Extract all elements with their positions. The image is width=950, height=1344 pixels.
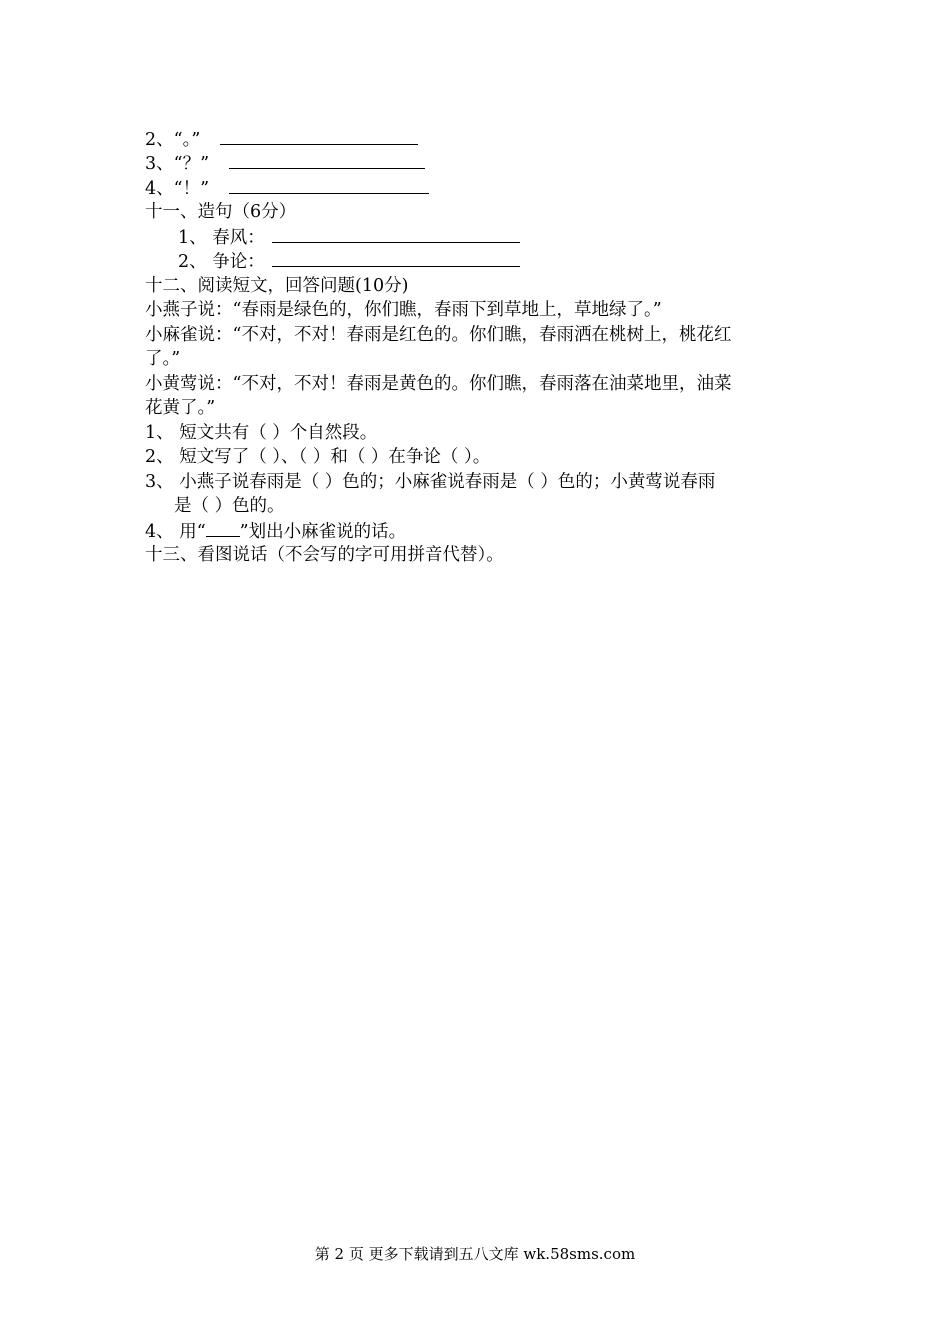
question-2: 2、 短文写了（ ）、（ ）和（ ）在争论（ ）。 xyxy=(145,447,491,467)
passage-paragraph-2: 小麻雀说：“不对，不对！春雨是红色的。你们瞧，春雨洒在桃树上，桃花红 xyxy=(145,325,732,345)
fill-item-3 xyxy=(145,151,425,176)
page-footer: 第 2 页 更多下载请到五八文库 wk.58sms.com xyxy=(314,1245,636,1263)
passage-paragraph-3-cont: 花黄了。” xyxy=(145,398,216,418)
sentence-item-1-label: 1、 春风： xyxy=(178,228,265,248)
question-4 xyxy=(145,519,406,544)
answer-blank xyxy=(229,176,429,194)
sentence-item-2 xyxy=(178,249,520,274)
answer-blank xyxy=(272,225,520,243)
question-1: 1、 短文共有（ ）个自然段。 xyxy=(145,423,378,443)
question-4-suffix: ”划出小麻雀说的话。 xyxy=(239,522,407,542)
fill-item-2 xyxy=(145,127,418,152)
section-11-title: 十一、造句（6分） xyxy=(145,202,297,222)
answer-blank xyxy=(229,151,425,169)
underline-sample xyxy=(206,519,240,537)
sentence-item-1 xyxy=(178,225,520,250)
question-3-cont: 是（ ）色的。 xyxy=(174,496,285,516)
answer-blank xyxy=(272,249,520,267)
fill-item-4 xyxy=(145,176,429,201)
fill-item-4-label: 4、“！” xyxy=(145,179,210,199)
sentence-item-2-label: 2、 争论： xyxy=(178,252,265,272)
passage-paragraph-2-cont: 了。” xyxy=(145,349,181,369)
question-3: 3、 小燕子说春雨是（ ）色的；小麻雀说春雨是（ ）色的；小黄莺说春雨 xyxy=(145,472,716,492)
section-12-title: 十二、阅读短文，回答问题(10分) xyxy=(145,276,409,296)
fill-item-3-label: 3、“？” xyxy=(145,154,210,174)
fill-item-2-label: 2、“。” xyxy=(145,130,201,150)
passage-paragraph-1: 小燕子说：“春雨是绿色的，你们瞧，春雨下到草地上，草地绿了。” xyxy=(145,300,662,320)
question-4-prefix: 4、 用“ xyxy=(145,522,206,542)
passage-paragraph-3: 小黄莺说：“不对，不对！春雨是黄色的。你们瞧，春雨落在油菜地里，油菜 xyxy=(145,374,732,394)
section-13-title: 十三、看图说话（不会写的字可用拼音代替）。 xyxy=(145,545,504,565)
answer-blank xyxy=(220,127,418,145)
